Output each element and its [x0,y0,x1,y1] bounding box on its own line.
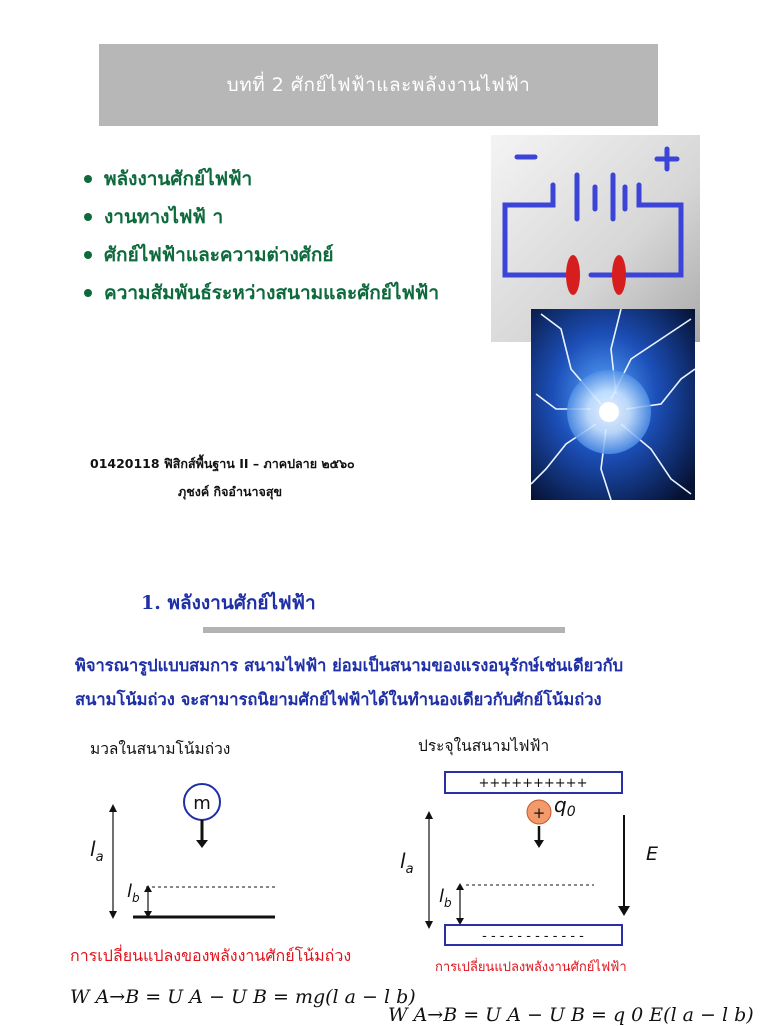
gravity-equation: W A→B = U A − U B = mg(l a − l b) [70,986,416,1008]
la-label-electric: $l_a$ [400,849,414,877]
mass-label: m [193,793,211,814]
electric-caption: การเปลี่ยนแปลงพลังงานศักย์ไฟฟ้า [435,960,627,975]
gravity-diagram [0,760,384,940]
topic-list [84,160,439,312]
topic-item [84,198,439,236]
la-label: $l_a$ [90,837,104,865]
q0-label: $q_0$ [554,793,576,820]
topic-text: ความสัมพันธ์ระหว่างสนามและศักย์ไฟฟ้า [104,282,440,304]
topic-item [84,160,439,198]
intro-paragraph-line-2: สนามโน้มถ่วง จะสามารถนิยามศักย์ไฟฟ้าได้ในทำนองเดียวกับศักย์โน้มถ่วง [75,690,602,709]
topic-text: พลังงานศักย์ไฟฟ้า [104,168,253,190]
electric-heading: ประจุในสนามไฟฟ้า [418,737,550,755]
charge-sign: + [532,804,546,822]
section-divider [203,627,565,633]
bullet-icon [84,289,92,297]
lb-label-electric: $l_b$ [439,886,452,910]
gravity-heading: มวลในสนามโน้มถ่วง [90,740,231,758]
bullet-icon [84,175,92,183]
electric-diagram [384,760,768,960]
electric-equation: W A→B = U A − U B = q 0 E(l a − l b) [388,1004,754,1026]
topic-item [84,274,439,312]
topic-text: งานทางไฟฟ้ า [104,206,224,228]
course-info: 01420118 ฟิสิกส์พื้นฐาน II – ภาคปลาย ๒๕๖๐ [90,456,355,471]
field-label: E [646,843,659,865]
lb-label: $l_b$ [127,881,140,905]
slide-title-bar [99,44,658,126]
positive-plate-signs: ++++++++++ [478,776,588,791]
gravity-caption: การเปลี่ยนแปลงของพลังงานศักย์โน้มถ่วง [70,946,352,965]
bullet-icon [84,251,92,259]
slide-title: บทที่ 2 ศักย์ไฟฟ้าและพลังงานไฟฟ้า [226,74,531,96]
topic-item [84,236,439,274]
topic-text: ศักย์ไฟฟ้าและความต่างศักย์ [104,244,334,266]
intro-paragraph-line-1: พิจารณารูปแบบสมการ สนามไฟฟ้า ย่อมเป็นสนามของแรงอนุรักษ์เช่นเดียวกับ [75,656,624,675]
bullet-icon [84,213,92,221]
author-name: ภุชงค์ กิจอำนาจสุข [178,484,283,499]
negative-plate-signs: - - - - - - - - - - - - [482,929,584,944]
section-title: 1. พลังงานศักย์ไฟฟ้า [141,592,316,614]
plasma-ball-icon [531,309,695,500]
